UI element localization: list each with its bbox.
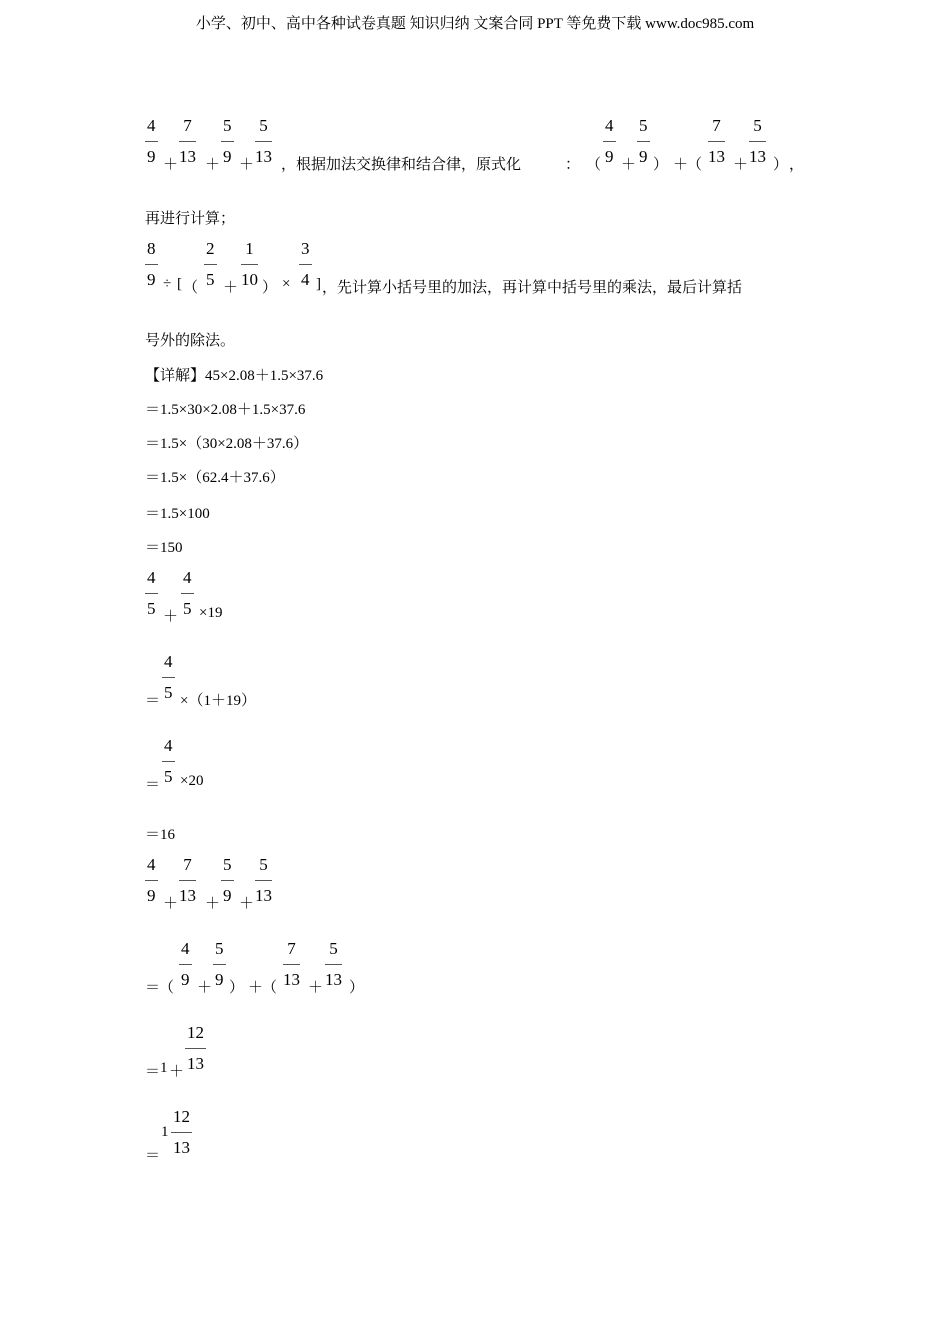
left-bracket: [: [177, 276, 182, 292]
denominator: 9: [215, 970, 224, 989]
fraction: [749, 117, 766, 165]
solution-equation: [145, 1024, 845, 1084]
fraction: [179, 940, 192, 988]
fraction: [162, 737, 175, 785]
numerator: 3: [299, 240, 312, 265]
numerator: 5: [213, 940, 226, 965]
left-paren: （: [586, 157, 602, 173]
plus-sign: ＋: [163, 609, 179, 625]
denominator: 13: [187, 1054, 204, 1073]
fraction: [171, 1108, 192, 1156]
denominator: 9: [223, 147, 232, 166]
fraction: [221, 856, 234, 904]
denominator: 5: [183, 599, 192, 618]
equals-sign: ＝: [145, 777, 161, 793]
solution-equation: [145, 940, 845, 1000]
solution-line: ＝1.5×100: [145, 506, 210, 522]
numerator: 4: [145, 569, 158, 594]
plus-sign: ＋: [205, 157, 221, 173]
explain-equation-2: [145, 240, 845, 300]
numerator: 4: [162, 737, 175, 762]
denominator: 13: [325, 970, 342, 989]
numerator: 5: [749, 117, 766, 142]
fraction: [145, 569, 158, 617]
plus-sign: ＋: [163, 896, 179, 912]
numerator: 12: [171, 1108, 192, 1133]
numerator: 4: [145, 856, 158, 881]
plus-sign: ＋: [169, 1064, 185, 1080]
fraction: [145, 117, 158, 165]
denominator: 9: [147, 147, 156, 166]
numerator: 4: [181, 569, 194, 594]
fraction: [637, 117, 650, 165]
plus-sign: ＋: [239, 896, 255, 912]
fraction: [204, 240, 217, 288]
plus-sign: ＋: [223, 280, 239, 296]
numerator: 7: [283, 940, 300, 965]
plus-sign: ＋: [308, 980, 324, 996]
denominator: 9: [605, 147, 614, 166]
denominator: 13: [708, 147, 725, 166]
numerator: 4: [603, 117, 616, 142]
fraction: [325, 940, 342, 988]
numerator: 2: [204, 240, 217, 265]
fraction: [241, 240, 258, 288]
numerator: 1: [241, 240, 258, 265]
fraction: [255, 117, 272, 165]
fraction: [179, 117, 196, 165]
numerator: 7: [179, 117, 196, 142]
explain-text: ，根据加法交换律和结合律，原式化: [281, 157, 522, 173]
denominator: 9: [147, 270, 156, 289]
right-paren: ）: [349, 980, 365, 996]
denominator: 13: [283, 970, 300, 989]
solution-line: ＝1.5×30×2.08＋1.5×37.6: [145, 402, 306, 418]
denominator: 5: [164, 683, 173, 702]
plus-sign: ＋: [163, 157, 179, 173]
solution-equation: [145, 737, 845, 797]
plus-sign: ＋: [673, 157, 689, 173]
fraction: [283, 940, 300, 988]
solution-line: ＝1.5×（62.4＋37.6）: [145, 470, 285, 486]
numerator: 5: [255, 856, 272, 881]
numerator: 5: [221, 117, 234, 142]
fraction: [221, 117, 234, 165]
solution-equation: [145, 1108, 845, 1168]
solution-line: ＝16: [145, 827, 176, 843]
fraction: [213, 940, 226, 988]
numerator: 7: [179, 856, 196, 881]
explain-line-2: 再进行计算；: [145, 211, 236, 227]
equals-sign: ＝: [145, 980, 161, 996]
denominator: 9: [181, 970, 190, 989]
numerator: 8: [145, 240, 158, 265]
divide-sign: ÷: [163, 276, 172, 292]
denominator: 5: [206, 270, 215, 289]
whole-number: 1: [161, 1124, 169, 1140]
numerator: 4: [162, 653, 175, 678]
whole-number: 1: [160, 1060, 168, 1076]
solution-line: ＝150: [145, 540, 183, 556]
numerator: 12: [185, 1024, 206, 1049]
equals-sign: ＝: [145, 1064, 161, 1080]
page-header: 小学、初中、高中各种试卷真题 知识归纳 文案合同 PPT 等免费下载 www.doc985.com: [195, 16, 755, 32]
colon: ：: [565, 157, 581, 173]
plus-sign: ＋: [621, 157, 637, 173]
plus-sign: ＋: [205, 896, 221, 912]
numerator: 5: [325, 940, 342, 965]
fraction: [181, 569, 194, 617]
expression-tail: ×（1＋19）: [180, 693, 256, 709]
fraction: [145, 240, 158, 288]
numerator: 4: [179, 940, 192, 965]
equals-sign: ＝: [145, 1148, 161, 1164]
fraction: [299, 240, 312, 288]
left-paren: （: [159, 980, 175, 996]
left-paren: （: [183, 280, 199, 296]
numerator: 7: [708, 117, 725, 142]
denominator: 13: [255, 147, 272, 166]
solution-equation: [145, 856, 845, 916]
explain-equation-1: [145, 117, 845, 177]
comma: ，: [789, 157, 805, 173]
right-paren: ）: [229, 980, 245, 996]
explain-line-3: 号外的除法。: [145, 333, 236, 349]
right-bracket: ]: [316, 276, 321, 292]
denominator: 13: [749, 147, 766, 166]
solution-equation: [145, 569, 845, 629]
fraction: [185, 1024, 206, 1072]
numerator: 4: [145, 117, 158, 142]
denominator: 13: [173, 1138, 190, 1157]
denominator: 9: [147, 886, 156, 905]
fraction: [255, 856, 272, 904]
denominator: 5: [147, 599, 156, 618]
fraction: [179, 856, 196, 904]
plus-sign: ＋: [197, 980, 213, 996]
left-paren: （: [687, 157, 703, 173]
expression-tail: ×19: [199, 605, 223, 621]
expression-tail: ×20: [180, 773, 204, 789]
denominator: 9: [223, 886, 232, 905]
left-paren: （: [262, 980, 278, 996]
denominator: 4: [301, 270, 310, 289]
denominator: 5: [164, 767, 173, 786]
solution-line: 【详解】45×2.08＋1.5×37.6: [145, 368, 324, 384]
explain-text: ，先计算小括号里的加法，再计算中括号里的乘法，最后计算括: [322, 280, 743, 296]
denominator: 10: [241, 270, 258, 289]
denominator: 13: [255, 886, 272, 905]
fraction: [145, 856, 158, 904]
times-sign: ×: [282, 276, 291, 292]
fraction: [708, 117, 725, 165]
right-paren: ）: [262, 280, 278, 296]
denominator: 13: [179, 147, 196, 166]
numerator: 5: [637, 117, 650, 142]
fraction: [603, 117, 616, 165]
equals-sign: ＝: [145, 693, 161, 709]
solution-equation: [145, 653, 845, 713]
plus-sign: ＋: [733, 157, 749, 173]
fraction: [162, 653, 175, 701]
plus-sign: ＋: [239, 157, 255, 173]
numerator: 5: [221, 856, 234, 881]
solution-line: ＝1.5×（30×2.08＋37.6）: [145, 436, 309, 452]
denominator: 13: [179, 886, 196, 905]
numerator: 5: [255, 117, 272, 142]
denominator: 9: [639, 147, 648, 166]
right-paren: ）: [653, 157, 669, 173]
plus-sign: ＋: [248, 980, 264, 996]
right-paren: ）: [773, 157, 789, 173]
